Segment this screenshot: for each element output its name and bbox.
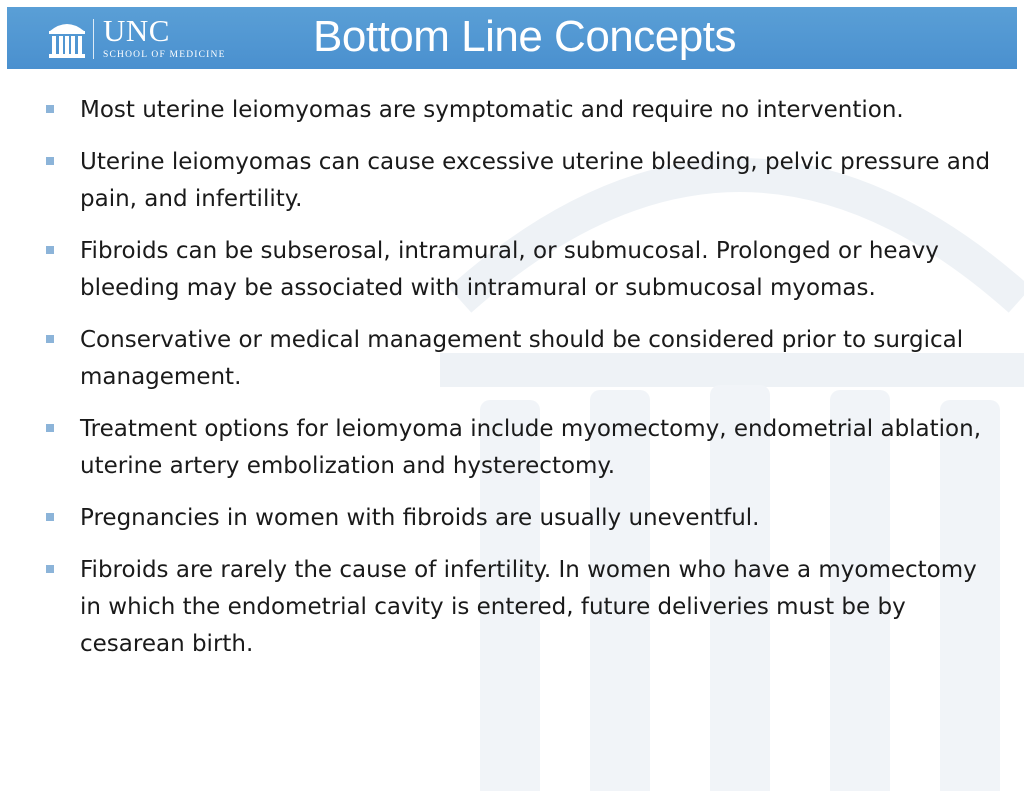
bullet-text: Fibroids are rarely the cause of infertility. In women who have a myomectomy in which the endometrial cavity is entered, future deliveries must be by cesarean birth. — [80, 557, 977, 657]
bullet-text: Most uterine leiomyomas are symptomatic and require no intervention. — [80, 97, 904, 123]
bullet-item — [44, 411, 994, 485]
square-bullet-icon — [46, 335, 54, 343]
logo-divider — [93, 19, 94, 59]
square-bullet-icon — [46, 105, 54, 113]
header-bar — [7, 7, 1017, 69]
old-well-icon — [47, 18, 87, 60]
square-bullet-icon — [46, 157, 54, 165]
square-bullet-icon — [46, 513, 54, 521]
bullet-item — [44, 233, 994, 307]
square-bullet-icon — [46, 424, 54, 432]
logo-name: UNC — [103, 13, 170, 48]
slide-title: Bottom Line Concepts — [313, 12, 736, 61]
bullet-text: Fibroids can be subserosal, intramural, or submucosal. Prolonged or heavy bleeding may be associated with intramural or submucosal myomas. — [80, 238, 939, 301]
logo-subtitle: SCHOOL OF MEDICINE — [103, 50, 226, 60]
bullet-text: Treatment options for leiomyoma include myomectomy, endometrial ablation, uterine artery embolization and hysterectomy. — [80, 416, 982, 479]
unc-logo — [47, 15, 226, 63]
bullet-item — [44, 500, 994, 537]
bullet-list — [44, 92, 994, 678]
logo-text — [103, 13, 226, 62]
bullet-item — [44, 144, 994, 218]
square-bullet-icon — [46, 246, 54, 254]
bullet-text: Uterine leiomyomas can cause excessive uterine bleeding, pelvic pressure and pain, and infertility. — [80, 149, 991, 212]
bullet-text: Conservative or medical management should be considered prior to surgical management. — [80, 327, 964, 390]
bullet-item — [44, 322, 994, 396]
square-bullet-icon — [46, 565, 54, 573]
bullet-item — [44, 552, 994, 663]
bullet-text: Pregnancies in women with fibroids are usually uneventful. — [80, 505, 760, 531]
bullet-item — [44, 92, 994, 129]
